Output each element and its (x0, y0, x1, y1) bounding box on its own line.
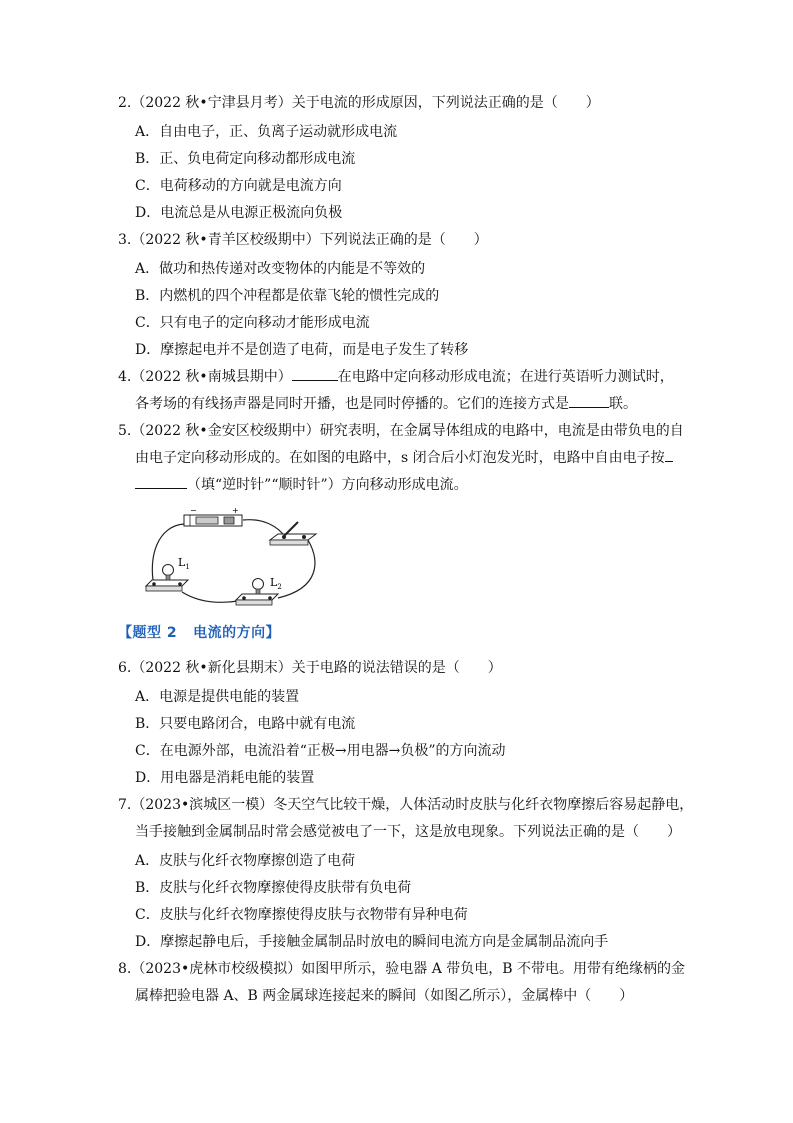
question-7-option-b: B．皮肤与化纤衣物摩擦使得皮肤带有负电荷 (135, 880, 412, 896)
question-3-stem: 3.（2022 秋•青羊区校级期中）下列说法正确的是（ ） (118, 232, 488, 248)
question-5-line-3 (135, 472, 715, 499)
question-5-text-2: （填“逆时针”“顺时针”）方向移动形成电流。 (187, 477, 468, 493)
question-7-line-2: 当手接触到金属制品时常会感觉被电了一下，这是放电现象。下列说法正确的是（ ） (135, 824, 681, 840)
question-7-option-c: C．皮肤与化纤衣物摩擦使得皮肤与衣物带有异种电荷 (135, 907, 468, 923)
question-3-option-d: D．摩擦起电并不是创造了电荷，而是电子发生了转移 (135, 342, 469, 358)
question-6-stem: 6.（2022 秋•新化县期末）关于电路的说法错误的是（ ） (118, 660, 502, 676)
question-2-option-b: B．正、负电荷定向移动都形成电流 (135, 151, 356, 167)
question-6-option-c: C．在电源外部，电流沿着“正极→用电器→负极”的方向流动 (135, 743, 506, 759)
lamp-1-label: $L_1$ (178, 556, 190, 571)
section-heading (118, 622, 280, 642)
question-4-line-1 (118, 364, 698, 391)
question-8-line-1: 8.（2023•虎林市校级模拟）如图甲所示，验电器 A 带负电，B 不带电。用带有绝缘柄的金 (118, 961, 685, 977)
question-8-line-2: 属棒把验电器 A、B 两金属球连接起来的瞬间（如图乙所示），金属棒中（ ） (135, 988, 634, 1004)
circuit-diagram (138, 506, 320, 612)
question-5-text: 由电子定向移动形成的。在如图的电路中，s 闭合后小灯泡发光时，电路中自由电子按 (135, 450, 665, 466)
question-2-stem: 2.（2022 秋•宁津县月考）关于电流的形成原因，下列说法正确的是（ ） (118, 95, 600, 111)
question-4-text-3: 联。 (609, 396, 637, 412)
question-3-option-b: B．内燃机的四个冲程都是依靠飞轮的惯性完成的 (135, 288, 440, 304)
wire-bottom (182, 592, 238, 602)
question-2-option-d: D．电流总是从电源正极流向负极 (135, 205, 343, 221)
battery-plus-label: + (232, 506, 239, 515)
question-6-option-a: A．电源是提供电能的装置 (135, 689, 300, 705)
question-3-option-a: A．做功和热传递对改变物体的内能是不等效的 (135, 261, 426, 277)
question-3-option-c: C．只有电子的定向移动才能形成电流 (135, 315, 370, 331)
section-prefix: 【题型 2 (118, 625, 178, 641)
question-4-line-2 (135, 391, 715, 418)
question-7-option-a: A．皮肤与化纤衣物摩擦创造了电荷 (135, 853, 356, 869)
section-title: 电流的方向】 (193, 625, 281, 641)
battery-icon (184, 515, 242, 526)
question-5-line-1: 5.（2022 秋•金安区校级期中）研究表明，在金属导体组成的电路中，电流是由带负电的自 (118, 423, 684, 439)
question-5-line-2 (135, 445, 715, 472)
question-6-option-d: D．用电器是消耗电能的装置 (135, 770, 315, 786)
answer-blank[interactable] (569, 393, 609, 408)
question-6-option-b: B．只要电路闭合，电路中就有电流 (135, 716, 356, 732)
question-4-text-2: 各考场的有线扬声器是同时开播，也是同时停播的。它们的连接方式是 (135, 396, 569, 412)
answer-blank[interactable] (665, 447, 673, 462)
lamp-2-label: $L_2$ (270, 576, 282, 591)
battery-minus-label: − (190, 506, 197, 515)
answer-blank[interactable] (135, 474, 187, 489)
wire-right (278, 540, 315, 598)
question-2-option-c: C．电荷移动的方向就是电流方向 (135, 178, 342, 194)
question-7-option-d: D．摩擦起静电后，手接触金属制品时放电的瞬间电流方向是金属制品流向手 (135, 934, 609, 950)
question-2-option-a: A．自由电子，正、负离子运动就形成电流 (135, 124, 398, 140)
question-4-source: 4.（2022 秋•南城县期中） (118, 369, 292, 385)
answer-blank[interactable] (292, 366, 338, 381)
question-4-text: 在电路中定向移动形成电流；在进行英语听力测试时， (337, 369, 674, 385)
question-7-line-1: 7.（2023•滨城区一模）冬天空气比较干燥，人体活动时皮肤与化纤衣物摩擦后容易起静电， (118, 797, 694, 813)
